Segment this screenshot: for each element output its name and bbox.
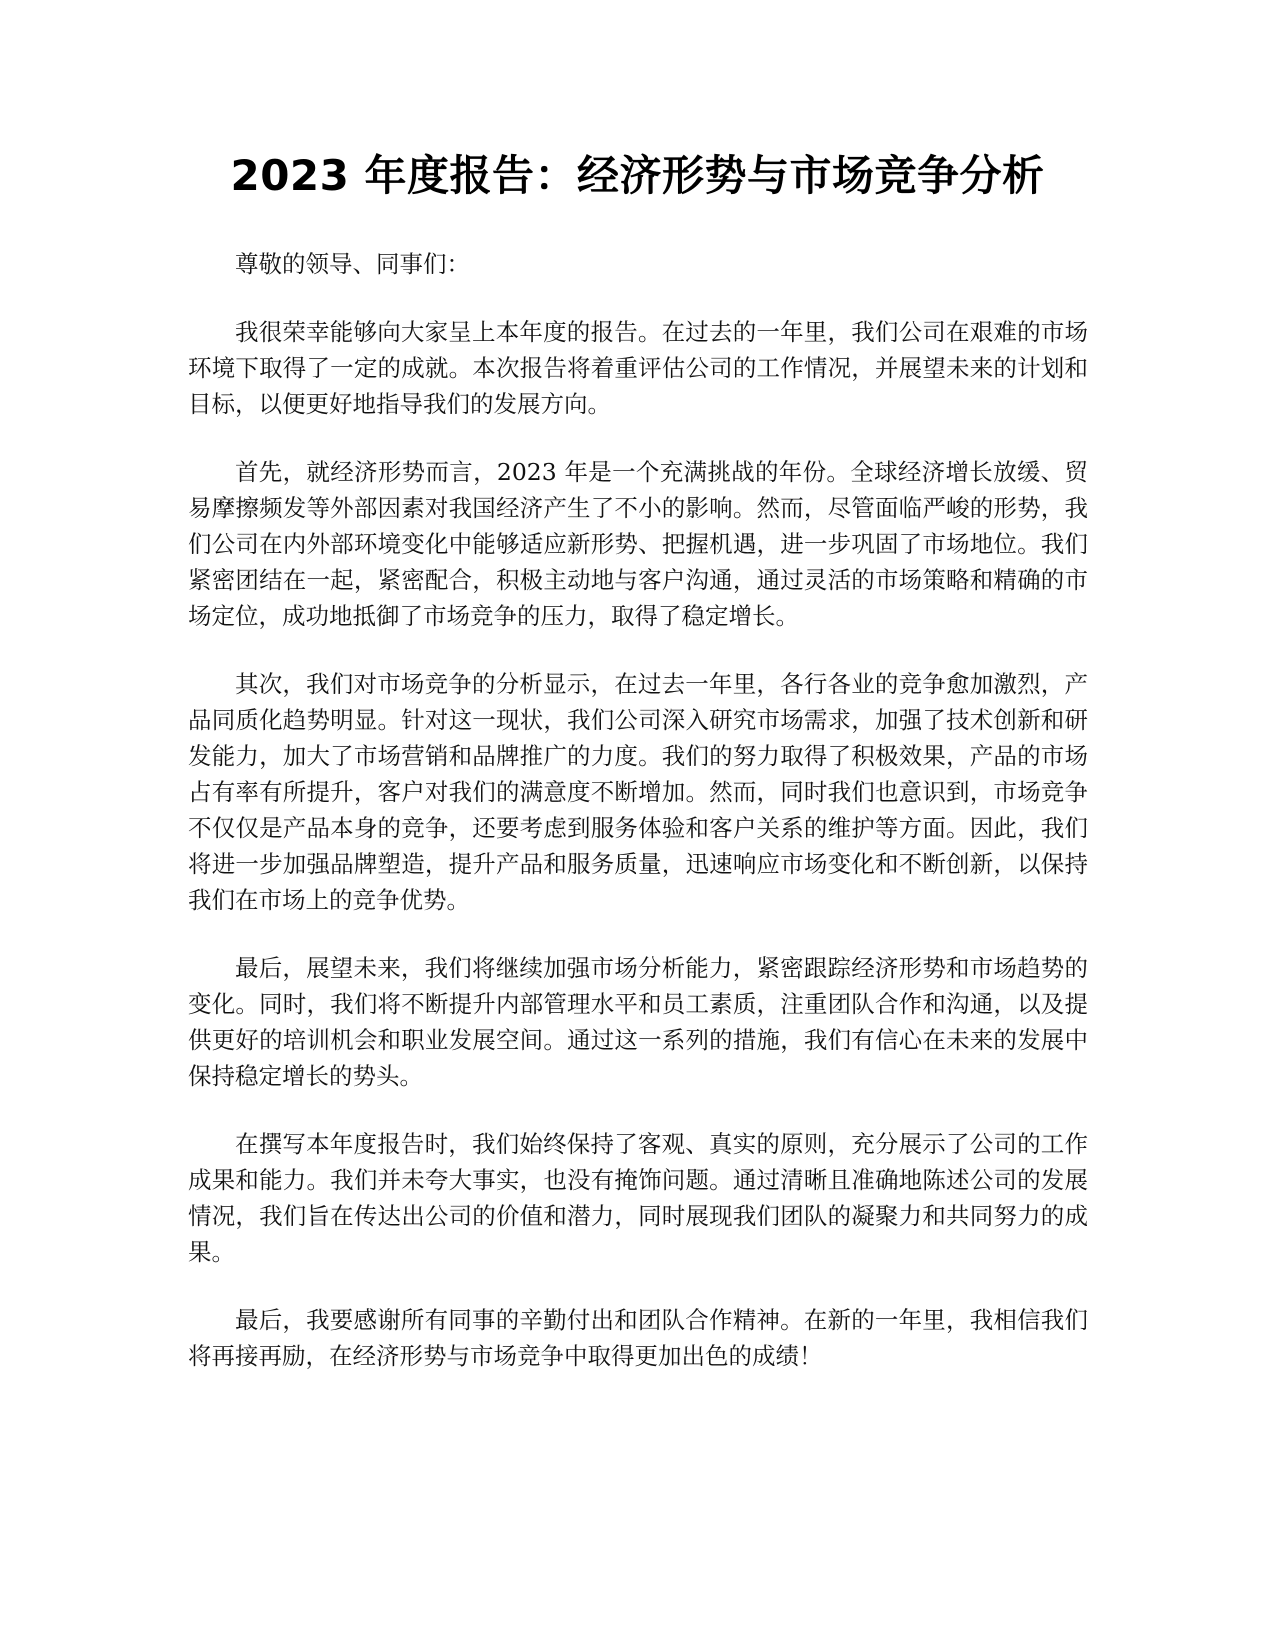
market-competition-paragraph: 其次，我们对市场竞争的分析显示，在过去一年里，各行各业的竞争愈加激烈，产品同质化趋势明显。针对这一现状，我们公司深入研究市场需求，加强了技术创新和研发能力，加大了市场营销和品牌推广的力度。我们的努力取得了积极效果，产品的市场占有率有所提升，客户对我们的满意度不断增加。然而，同时我们也意识到，市场竞争不仅仅是产品本身的竞争，还要考虑到服务体验和客户关系的维护等方面。因此，我们将进一步加强品牌塑造，提升产品和服务质量，迅速响应市场变化和不断创新，以保持我们在市场上的竞争优势。: [188, 670, 1088, 914]
principles-paragraph: 在撰写本年度报告时，我们始终保持了客观、真实的原则，充分展示了公司的工作成果和能力。我们并未夸大事实，也没有掩饰问题。通过清晰且准确地陈述公司的发展情况，我们旨在传达出公司的价值和潜力，同时展现我们团队的凝聚力和共同努力的成果。: [188, 1130, 1088, 1266]
outlook-paragraph: 最后，展望未来，我们将继续加强市场分析能力，紧密跟踪经济形势和市场趋势的变化。同时，我们将不断提升内部管理水平和员工素质，注重团队合作和沟通，以及提供更好的培训机会和职业发展空间。通过这一系列的措施，我们有信心在未来的发展中保持稳定增长的势头。: [188, 954, 1088, 1090]
closing-paragraph: 最后，我要感谢所有同事的辛勤付出和团队合作精神。在新的一年里，我相信我们将再接再励，在经济形势与市场竞争中取得更加出色的成绩！: [188, 1306, 1088, 1370]
salutation-paragraph: 尊敬的领导、同事们：: [235, 250, 470, 278]
document-body: [188, 246, 1088, 1406]
intro-paragraph: 我很荣幸能够向大家呈上本年度的报告。在过去的一年里，我们公司在艰难的市场环境下取得了一定的成就。本次报告将着重评估公司的工作情况，并展望未来的计划和目标，以便更好地指导我们的发展方向。: [188, 318, 1088, 418]
document-title: 2023 年度报告：经济形势与市场竞争分析: [230, 151, 1045, 200]
economic-situation-paragraph: 首先，就经济形势而言，2023 年是一个充满挑战的年份。全球经济增长放缓、贸易摩擦频发等外部因素对我国经济产生了不小的影响。然而，尽管面临严峻的形势，我们公司在内外部环境变化中能够适应新形势、把握机遇，进一步巩固了市场地位。我们紧密团结在一起，紧密配合，积极主动地与客户沟通，通过灵活的市场策略和精确的市场定位，成功地抵御了市场竞争的压力，取得了稳定增长。: [188, 458, 1088, 630]
